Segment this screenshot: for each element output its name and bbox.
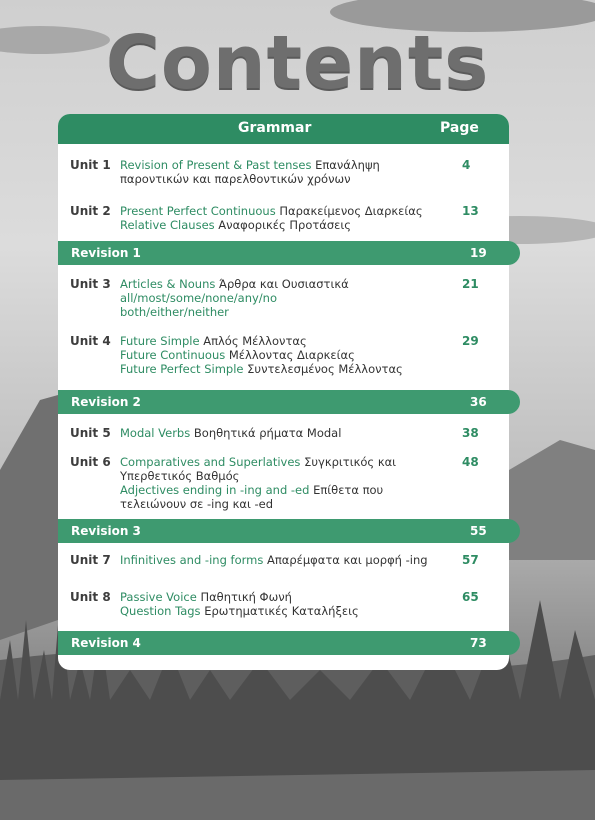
unit-topics xyxy=(120,277,450,319)
topic-line: both/either/neither xyxy=(120,305,229,319)
unit-label: Unit 4 xyxy=(70,334,111,348)
topic-line: Future Simple Απλός Μέλλοντας xyxy=(120,334,307,348)
unit-topics xyxy=(120,590,450,618)
unit-topics xyxy=(120,455,450,511)
unit-page-number: 4 xyxy=(462,158,471,172)
topic-line: all/most/some/none/any/no xyxy=(120,291,278,305)
unit-page-number: 57 xyxy=(462,553,479,567)
topic-line: Present Perfect Continuous Παρακείμενος Διαρκείας xyxy=(120,204,423,218)
revision-label: Revision 2 xyxy=(71,395,141,409)
unit-topics xyxy=(120,426,450,440)
revision-page-number: 73 xyxy=(470,636,487,650)
unit-label: Unit 3 xyxy=(70,277,111,291)
topic-line: Infinitives and -ing forms Απαρέμφατα και μορφή -ing xyxy=(120,553,428,567)
unit-page-number: 29 xyxy=(462,334,479,348)
unit-topics xyxy=(120,158,450,186)
page-title: Contents xyxy=(105,20,490,106)
unit-topics xyxy=(120,553,450,567)
revision-bar[interactable] xyxy=(58,390,520,414)
topic-line: Future Perfect Simple Συντελεσμένος Μέλλοντας xyxy=(120,362,403,376)
unit-page-number: 38 xyxy=(462,426,479,440)
unit-page-number: 65 xyxy=(462,590,479,604)
unit-topics xyxy=(120,334,450,376)
unit-page-number: 13 xyxy=(462,204,479,218)
unit-page-number: 21 xyxy=(462,277,479,291)
unit-label: Unit 7 xyxy=(70,553,111,567)
revision-label: Revision 4 xyxy=(71,636,141,650)
revision-bar[interactable] xyxy=(58,631,520,655)
unit-label: Unit 5 xyxy=(70,426,111,440)
topic-line: Relative Clauses Αναφορικές Προτάσεις xyxy=(120,218,352,232)
unit-label: Unit 6 xyxy=(70,455,111,469)
topic-line: Adjectives ending in -ing and -ed Επίθετα που τελειώνουν σε -ing και -ed xyxy=(120,483,384,511)
unit-topics xyxy=(120,204,450,232)
topic-line: Comparatives and Superlatives Συγκριτικός και Υπερθετικός Βαθμός xyxy=(120,455,397,483)
unit-label: Unit 2 xyxy=(70,204,111,218)
grammar-column-header: Grammar xyxy=(238,120,312,136)
revision-bar[interactable] xyxy=(58,519,520,543)
revision-label: Revision 1 xyxy=(71,246,141,260)
revision-label: Revision 3 xyxy=(71,524,141,538)
unit-label: Unit 8 xyxy=(70,590,111,604)
topic-line: Modal Verbs Βοηθητικά ρήματα Modal xyxy=(120,426,342,440)
page-column-header: Page xyxy=(440,120,479,136)
unit-page-number: 48 xyxy=(462,455,479,469)
topic-line: Passive Voice Παθητική Φωνή xyxy=(120,590,292,604)
topic-line: Articles & Nouns Άρθρα και Ουσιαστικά xyxy=(120,277,349,291)
revision-page-number: 19 xyxy=(470,246,487,260)
revision-page-number: 55 xyxy=(470,524,487,538)
topic-line: Question Tags Ερωτηματικές Καταλήξεις xyxy=(120,604,359,618)
contents-header xyxy=(58,114,509,144)
unit-label: Unit 1 xyxy=(70,158,111,172)
topic-line: Future Continuous Μέλλοντας Διαρκείας xyxy=(120,348,355,362)
revision-bar[interactable] xyxy=(58,241,520,265)
topic-line: Revision of Present & Past tenses Επανάληψη παροντικών και παρελθοντικών χρόνων xyxy=(120,158,380,186)
revision-page-number: 36 xyxy=(470,395,487,409)
